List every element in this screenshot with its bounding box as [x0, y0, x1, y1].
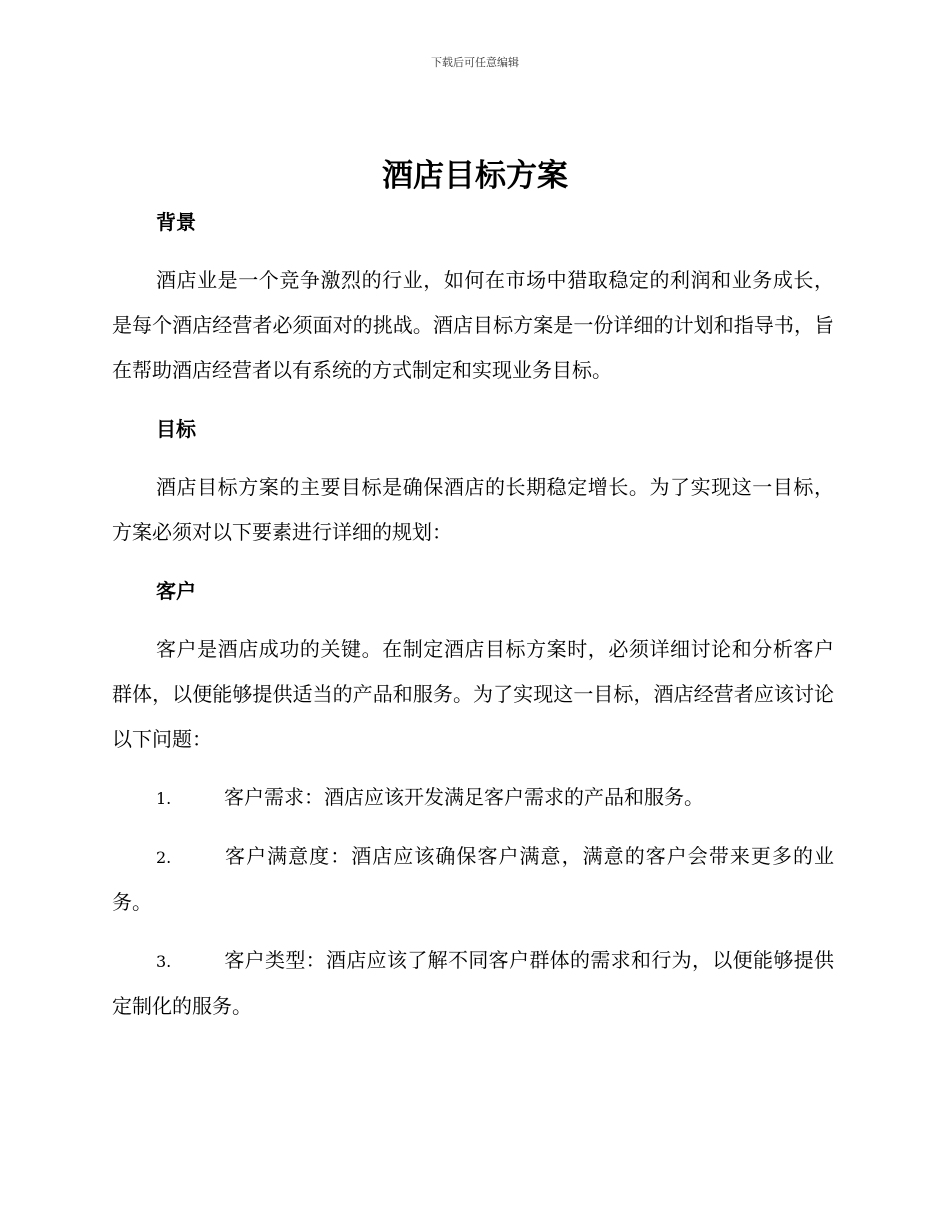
document-body — [112, 204, 834, 1029]
list-item — [112, 938, 834, 1029]
section-heading-goal: 目标 — [156, 417, 196, 441]
section-customer — [112, 573, 834, 1029]
list-number: 2. — [156, 848, 172, 867]
paragraph-customer: 客户是酒店成功的关键。在制定酒店目标方案时，必须详细讨论和分析客户群体，以便能够提供适当的产品和服务。为了实现这一目标，酒店经营者应该讨论以下问题： — [112, 637, 834, 751]
list-text: 客户类型：酒店应该了解不同客户群体的需求和行为，以便能够提供定制化的服务。 — [112, 948, 834, 1018]
section-background — [112, 204, 834, 393]
document-title: 酒店目标方案 — [382, 158, 568, 194]
list-item — [112, 775, 834, 821]
list-text: 客户需求：酒店应该开发满足客户需求的产品和服务。 — [224, 785, 704, 809]
paragraph-goal: 酒店目标方案的主要目标是确保酒店的长期稳定增长。为了实现这一目标，方案必须对以下要素进行详细的规划： — [112, 475, 834, 544]
paragraph-background: 酒店业是一个竞争激烈的行业，如何在市场中猎取稳定的利润和业务成长，是每个酒店经营者必须面对的挑战。酒店目标方案是一份详细的计划和指导书，旨在帮助酒店经营者以有系统的方式制定和实现业务目标。 — [112, 268, 834, 382]
list-item — [112, 834, 834, 925]
list-text: 客户满意度：酒店应该确保客户满意，满意的客户会带来更多的业务。 — [112, 844, 834, 914]
list-number: 1. — [156, 789, 172, 808]
list-number: 3. — [156, 952, 172, 971]
header-note: 下载后可任意编辑 — [431, 56, 519, 69]
section-heading-background: 背景 — [156, 210, 196, 234]
section-heading-customer: 客户 — [156, 579, 196, 603]
section-goal — [112, 411, 834, 555]
